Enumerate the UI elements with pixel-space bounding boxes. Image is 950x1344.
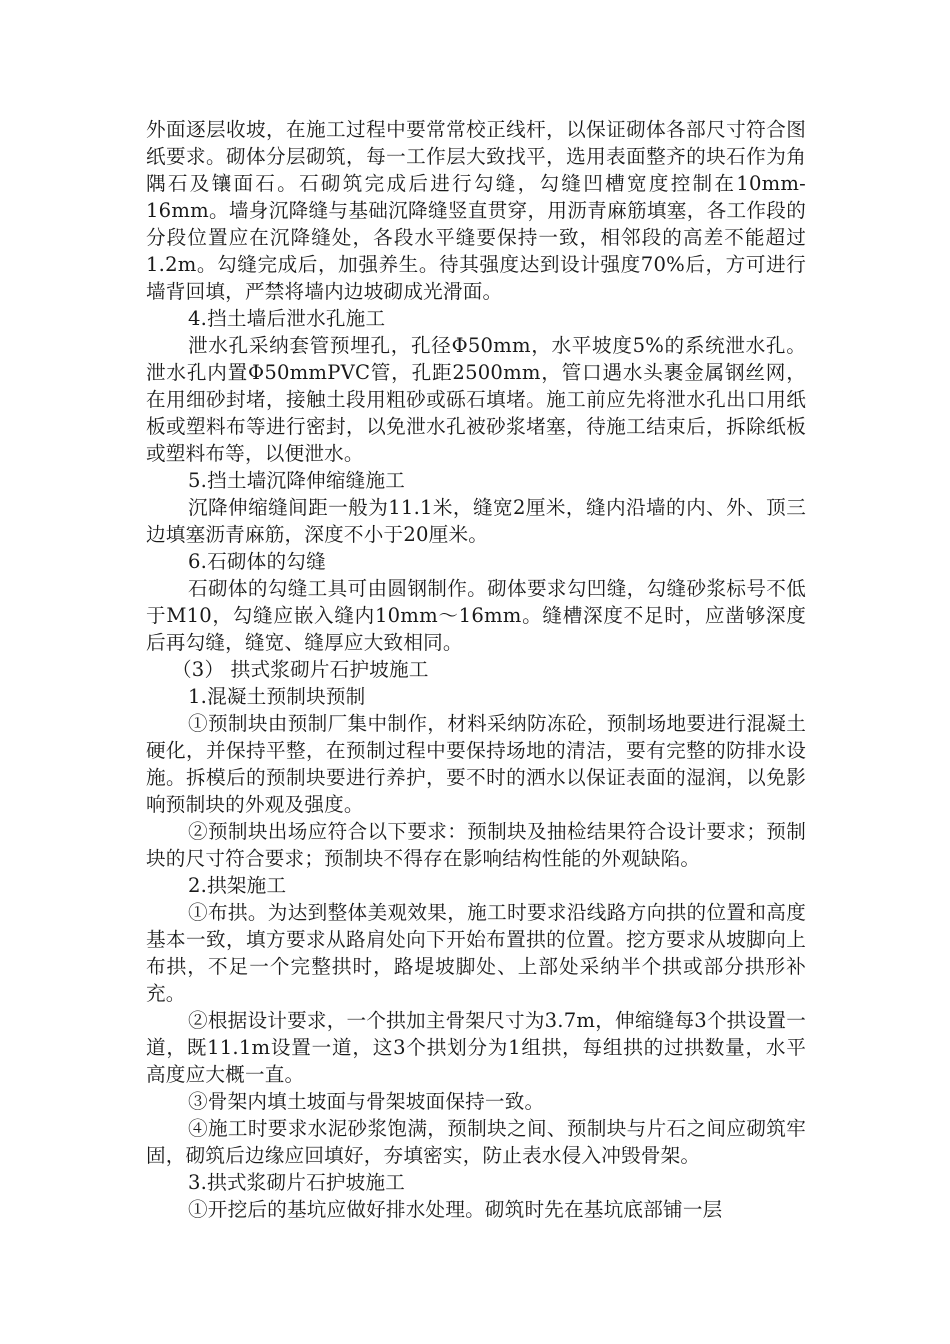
document-body bbox=[146, 116, 806, 1223]
paragraph-arch-2: ②根据设计要求，一个拱加主骨架尺寸为3.7m，伸缩缝每3个拱设置一道，既11.1m设置一道，这3个拱划分为1组拱，每组拱的过拱数量，水平高度应大概一直。 bbox=[146, 1009, 806, 1086]
section-heading-arch-slope: （3） 拱式浆砌片石护坡施工 bbox=[172, 658, 429, 681]
paragraph-arch-1: ①布拱。为达到整体美观效果，施工时要求沿线路方向拱的位置和高度基本一致，填方要求从路肩处向下开始布置拱的位置。挖方要求从坡脚向上布拱，不足一个完整拱时，路堤坡脚处、上部处采纳半个拱或部分拱形补充。 bbox=[146, 901, 806, 1005]
paragraph-pointing: 石砌体的勾缝工具可由圆钢制作。砌体要求勾凹缝，勾缝砂浆标号不低于M10，勾缝应嵌入缝内10mm～16mm。缝槽深度不足时，应凿够深度后再勾缝，缝宽、缝厚应大致相同。 bbox=[146, 577, 806, 654]
section-heading-rubble-slope: 3.拱式浆砌片石护坡施工 bbox=[188, 1171, 406, 1194]
paragraph-precast-1: ①预制块由预制厂集中制作，材料采纳防冻砼，预制场地要进行混凝土硬化，并保持平整，在预制过程中要保持场地的清洁，要有完整的防排水设施。拆模后的预制块要进行养护，要不时的洒水以保证表面的湿润，以免影响预制块的外观及强度。 bbox=[146, 712, 806, 816]
paragraph-precast-2: ②预制块出场应符合以下要求：预制块及抽检结果符合设计要求；预制块的尺寸符合要求；预制块不得存在影响结构性能的外观缺陷。 bbox=[146, 820, 806, 870]
paragraph-rubble-1: ①开挖后的基坑应做好排水处理。砌筑时先在基坑底部铺一层 bbox=[188, 1198, 723, 1221]
paragraph-arch-3: ③骨架内填土坡面与骨架坡面保持一致。 bbox=[188, 1090, 545, 1113]
paragraph-weep-holes: 泄水孔采纳套管预埋孔，孔径Φ50mm，水平坡度5%的系统泄水孔。泄水孔内置Φ50mmPVC管，孔距2500mm，管口遇水头裹金属钢丝网，在用细砂封堵，接触土段用粗砂或砾石填堵。施工前应先将泄水孔出口用纸板或塑料布等进行密封，以免泄水孔被砂浆堵塞，待施工结束后，拆除纸板或塑料布等，以便泄水。 bbox=[146, 334, 806, 465]
paragraph-masonry-continuation: 外面逐层收坡，在施工过程中要常常校正线杆，以保证砌体各部尺寸符合图纸要求。砌体分层砌筑，每一工作层大致找平，选用表面整齐的块石作为角隅石及镶面石。石砌筑完成后进行勾缝，勾缝凹槽宽度控制在10mm-16mm。墙身沉降缝与基础沉降缝竖直贯穿，用沥青麻筋填塞，各工作段的分段位置应在沉降缝处，各段水平缝要保持一致，相邻段的高差不能超过1.2m。勾缝完成后，加强养生。待其强度达到设计强度70%后，方可进行墙背回填，严禁将墙内边坡砌成光滑面。 bbox=[146, 118, 806, 303]
paragraph-expansion-joints: 沉降伸缩缝间距一般为11.1米，缝宽2厘米，缝内沿墙的内、外、顶三边填塞沥青麻筋，深度不小于20厘米。 bbox=[146, 496, 806, 546]
section-heading-precast-blocks: 1.混凝土预制块预制 bbox=[188, 685, 366, 708]
section-heading-weep-holes: 4.挡土墙后泄水孔施工 bbox=[188, 307, 386, 330]
section-heading-expansion-joints: 5.挡土墙沉降伸缩缝施工 bbox=[188, 469, 406, 492]
section-heading-arch-frame: 2.拱架施工 bbox=[188, 874, 287, 897]
paragraph-arch-4: ④施工时要求水泥砂浆饱满，预制块之间、预制块与片石之间应砌筑牢固，砌筑后边缘应回填好，夯填密实，防止表水侵入冲毁骨架。 bbox=[146, 1117, 806, 1167]
section-heading-pointing: 6.石砌体的勾缝 bbox=[188, 550, 326, 573]
